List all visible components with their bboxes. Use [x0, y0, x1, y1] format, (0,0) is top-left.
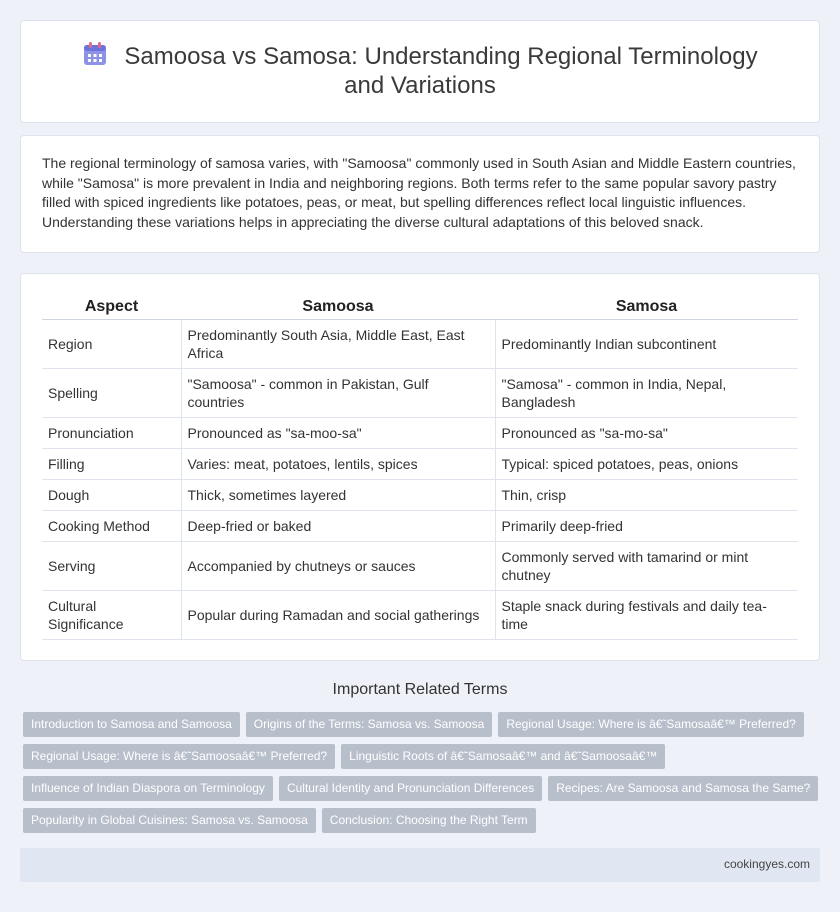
comparison-card: [20, 273, 820, 661]
table-cell-samosa: Pronounced as "sa-mo-sa": [495, 417, 798, 448]
page-title: Samoosa vs Samosa: Understanding Regional Terminology and Variations: [124, 43, 758, 99]
table-row: [42, 541, 798, 590]
table-cell-aspect: Filling: [42, 448, 181, 479]
intro-card: [20, 135, 820, 253]
footer-site-link[interactable]: cookingyes.com: [723, 857, 810, 871]
table-row: [42, 510, 798, 541]
table-cell-aspect: Cooking Method: [42, 510, 181, 541]
table-row: [42, 368, 798, 417]
table-header-samosa: Samosa: [495, 292, 798, 319]
table-cell-samosa: Thin, crisp: [495, 479, 798, 510]
related-term-tag[interactable]: Origins of the Terms: Samosa vs. Samoosa: [246, 712, 493, 737]
related-terms-title: Important Related Terms: [332, 681, 508, 698]
table-cell-samosa: Predominantly Indian subcontinent: [495, 319, 798, 368]
table-cell-samoosa: Popular during Ramadan and social gatherings: [181, 590, 495, 639]
related-term-tag[interactable]: Conclusion: Choosing the Right Term: [322, 808, 536, 833]
table-cell-samoosa: "Samoosa" - common in Pakistan, Gulf countries: [181, 368, 495, 417]
table-cell-aspect: Region: [42, 319, 181, 368]
table-cell-aspect: Serving: [42, 541, 181, 590]
table-header-samoosa: Samoosa: [181, 292, 495, 319]
related-term-tag[interactable]: Regional Usage: Where is â€˜Samosaâ€™ Preferred?: [498, 712, 803, 737]
related-term-tag[interactable]: Cultural Identity and Pronunciation Differences: [279, 776, 542, 801]
related-term-tag[interactable]: Introduction to Samosa and Samoosa: [23, 712, 240, 737]
intro-paragraph: The regional terminology of samosa varies, with "Samoosa" commonly used in South Asian and Middle Eastern countries, while "Samosa" is more prevalent in India and neighboring regions. Both terms refer to the same popular savory pastry filled with spiced ingredients like potatoes, peas, or meat, but spelling differences reflect local linguistic influences. Understanding these variations helps in appreciating the diverse cultural adaptations of this beloved snack.: [42, 155, 796, 230]
table-cell-aspect: Pronunciation: [42, 417, 181, 448]
table-cell-samoosa: Varies: meat, potatoes, lentils, spices: [181, 448, 495, 479]
table-row: [42, 319, 798, 368]
table-row: [42, 417, 798, 448]
related-term-tag[interactable]: Recipes: Are Samoosa and Samosa the Same?: [548, 776, 818, 801]
table-cell-samosa: Commonly served with tamarind or mint chutney: [495, 541, 798, 590]
calendar-icon: [82, 41, 108, 67]
table-row: [42, 448, 798, 479]
table-cell-aspect: Spelling: [42, 368, 181, 417]
table-cell-aspect: Dough: [42, 479, 181, 510]
related-term-tag[interactable]: Influence of Indian Diaspora on Terminology: [23, 776, 273, 801]
table-cell-samoosa: Accompanied by chutneys or sauces: [181, 541, 495, 590]
table-row: [42, 479, 798, 510]
table-header-row: [42, 292, 798, 319]
table-header-aspect: Aspect: [42, 292, 181, 319]
related-terms-list: [23, 712, 823, 840]
table-cell-aspect: Cultural Significance: [42, 590, 181, 639]
table-cell-samoosa: Pronounced as "sa-moo-sa": [181, 417, 495, 448]
related-term-tag[interactable]: Regional Usage: Where is â€˜Samoosaâ€™ Preferred?: [23, 744, 335, 769]
footer: [20, 848, 820, 882]
title-card: [20, 20, 820, 123]
comparison-table: [42, 292, 798, 640]
table-cell-samoosa: Thick, sometimes layered: [181, 479, 495, 510]
table-cell-samosa: Staple snack during festivals and daily tea-time: [495, 590, 798, 639]
table-cell-samosa: Typical: spiced potatoes, peas, onions: [495, 448, 798, 479]
table-row: [42, 590, 798, 639]
table-cell-samosa: Primarily deep-fried: [495, 510, 798, 541]
page-title-wrap: [61, 41, 779, 100]
table-cell-samoosa: Deep-fried or baked: [181, 510, 495, 541]
related-term-tag[interactable]: Linguistic Roots of â€˜Samosaâ€™ and â€˜Samoosaâ€™: [341, 744, 665, 769]
table-cell-samoosa: Predominantly South Asia, Middle East, East Africa: [181, 319, 495, 368]
table-cell-samosa: "Samosa" - common in India, Nepal, Bangladesh: [495, 368, 798, 417]
related-term-tag[interactable]: Popularity in Global Cuisines: Samosa vs. Samoosa: [23, 808, 316, 833]
